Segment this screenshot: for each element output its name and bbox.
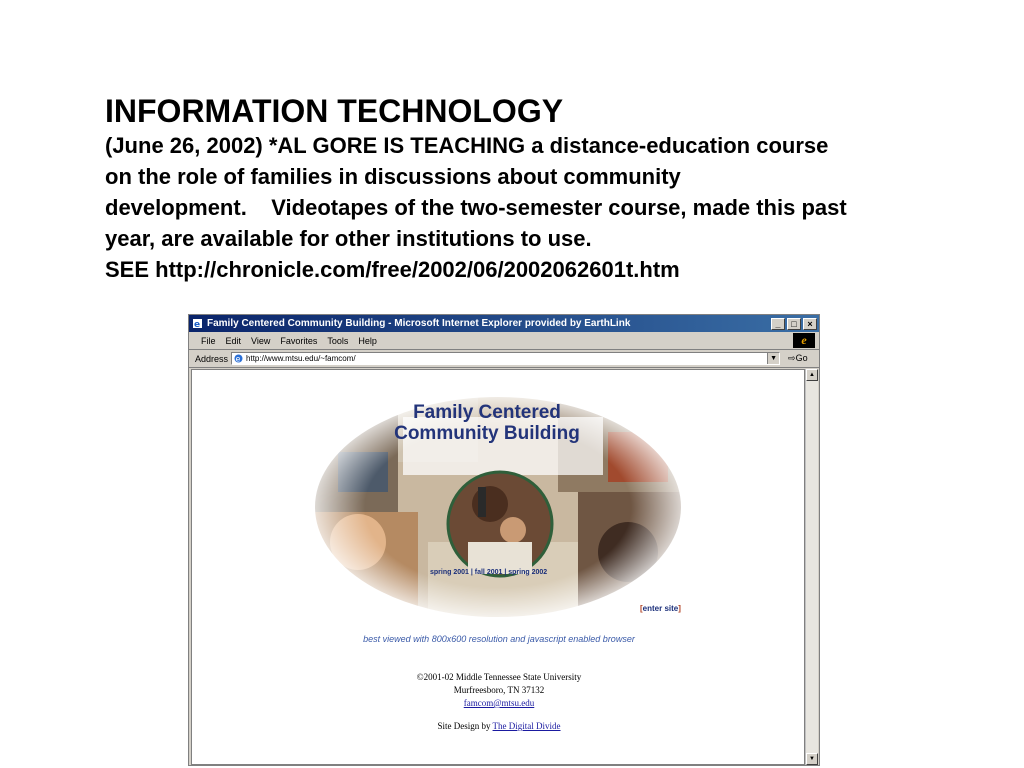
site-heading: [372, 402, 602, 444]
semester-links: spring 2001 | fall 2001 | spring 2002: [430, 569, 548, 576]
page-footer: [192, 671, 806, 733]
ie-page-icon: [191, 318, 203, 330]
scroll-down-icon[interactable]: ▼: [806, 753, 818, 765]
slide-body: [105, 130, 985, 285]
postal-address: Murfreesboro, TN 37132: [453, 685, 545, 695]
site-design-credit: [192, 720, 806, 733]
site-design-prefix: Site Design by: [437, 721, 493, 731]
browser-recommendation: best viewed with 800x600 resolution and javascript enabled browser: [363, 634, 635, 644]
svg-text:e: e: [193, 320, 200, 329]
enter-site-bracket-close: ]: [678, 604, 681, 613]
address-value: http://www.mtsu.edu/~famcom/: [246, 354, 356, 363]
browser-window: [188, 314, 820, 766]
slide-title: INFORMATION TECHNOLOGY: [105, 93, 564, 129]
menu-tools[interactable]: Tools: [327, 335, 349, 346]
enter-site-label: enter site: [642, 604, 679, 613]
menu-edit[interactable]: Edit: [225, 335, 242, 346]
browser-titlebar: [189, 315, 819, 332]
page-icon: [234, 354, 244, 364]
slide-line-5: SEE http://chronicle.com/free/2002/06/2002062601t.htm: [105, 257, 680, 282]
scroll-up-icon[interactable]: ▲: [806, 369, 818, 381]
address-dropdown-icon[interactable]: ▼: [767, 353, 779, 364]
menu-view[interactable]: View: [251, 335, 271, 346]
svg-text:e: e: [235, 354, 241, 363]
site-heading-line-1: Family Centered: [413, 402, 561, 423]
slide-line-2: on the role of families in discussions about community: [105, 164, 681, 189]
menu-file[interactable]: File: [201, 335, 216, 346]
slide-line-4: year, are available for other institutions to use.: [105, 226, 592, 251]
page-viewport: [191, 369, 805, 765]
enter-site-bracket-open: [: [640, 604, 643, 613]
address-bar: [189, 350, 819, 368]
digital-divide-link[interactable]: The Digital Divide: [492, 721, 561, 731]
enter-site-link[interactable]: [640, 604, 681, 613]
vertical-scrollbar[interactable]: [805, 369, 818, 765]
go-arrow-icon: ⇨: [788, 353, 796, 363]
go-button[interactable]: [788, 353, 808, 364]
slide-line-3: development. Videotapes of the two-semester course, made this past: [105, 195, 847, 220]
slide-line-1: (June 26, 2002) *AL GORE IS TEACHING a distance-education course: [105, 133, 829, 158]
copyright-text: ©2001-02 Middle Tennessee State University: [416, 672, 582, 682]
address-input[interactable]: [231, 352, 780, 365]
browser-title: Family Centered Community Building - Microsoft Internet Explorer provided by EarthLink: [207, 318, 631, 329]
menu-bar: [189, 332, 819, 350]
menu-help[interactable]: Help: [358, 335, 377, 346]
maximize-button[interactable]: □: [787, 318, 801, 330]
go-label: Go: [795, 353, 808, 363]
email-link[interactable]: famcom@mtsu.edu: [463, 698, 535, 708]
close-button[interactable]: ×: [803, 318, 817, 330]
site-heading-line-2: Community Building: [394, 423, 580, 444]
menu-favorites[interactable]: Favorites: [280, 335, 318, 346]
slide-text-block: [105, 92, 985, 285]
address-label: Address: [195, 353, 229, 364]
ie-throbber-icon: e: [793, 333, 815, 348]
minimize-button[interactable]: _: [771, 318, 785, 330]
